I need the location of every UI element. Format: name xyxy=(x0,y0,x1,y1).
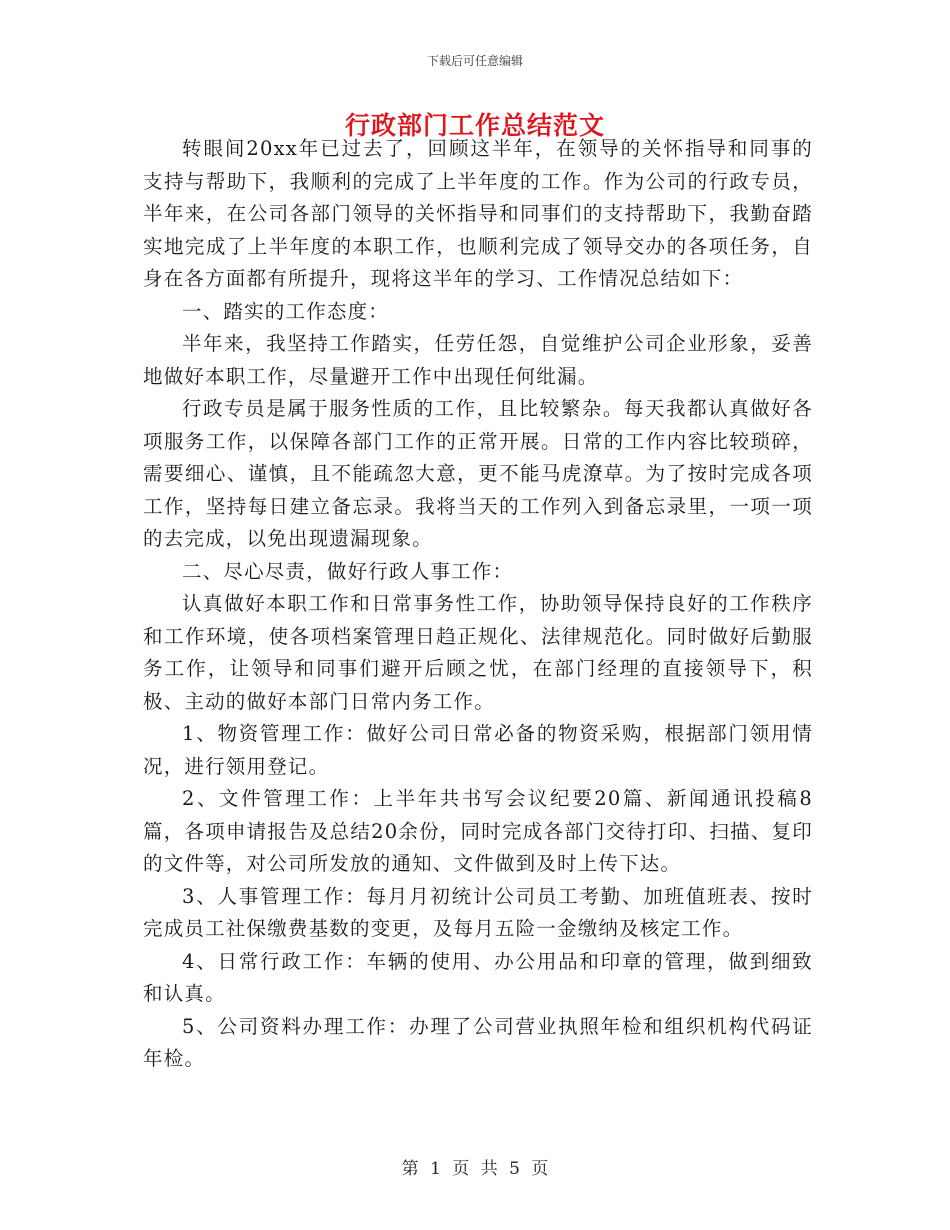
section-heading-1: 一、踏实的工作态度： xyxy=(182,299,390,323)
list-item: 5、公司资料办理工作：办理了公司营业执照年检和组织机构代码证年检。 xyxy=(143,1014,813,1070)
paragraph: 认真做好本职工作和日常事务性工作，协助领导保持良好的工作秩序和工作环境，使各项档案管理日趋正规化、法律规范化。同时做好后勤服务工作，让领导和同事们避开后顾之忧，在部门经理的直接领导下，积极、主动的做好本部门日常内务工作。 xyxy=(143,592,813,713)
paragraph: 半年来，我坚持工作踏实，任劳任怨，自觉维护公司企业形象，妥善地做好本职工作，尽量避开工作中出现任何纰漏。 xyxy=(143,332,813,388)
section-heading-2: 二、尽心尽责，做好行政人事工作： xyxy=(182,559,514,583)
document-title: 行政部门工作总结范文 xyxy=(344,111,605,140)
paragraph-intro: 转眼间20xx年已过去了，回顾这半年，在领导的关怀指导和同事的支持与帮助下，我顺利的完成了上半年度的工作。作为公司的行政专员，半年来，在公司各部门领导的关怀指导和同事们的支持帮助下，我勤奋踏实地完成了上半年度的本职工作，也顺利完成了领导交办的各项任务，自身在各方面都有所提升，现将这半年的学习、工作情况总结如下： xyxy=(143,137,813,290)
document-body xyxy=(143,133,813,1076)
list-item: 3、人事管理工作：每月月初统计公司员工考勤、加班值班表、按时完成员工社保缴费基数的变更，及每月五险一金缴纳及核定工作。 xyxy=(143,884,813,940)
header-note: 下载后可任意编辑 xyxy=(426,54,523,68)
page-number-footer: 第 1 页 共 5 页 xyxy=(401,1159,549,1179)
paragraph: 行政专员是属于服务性质的工作，且比较繁杂。每天我都认真做好各项服务工作，以保障各部门工作的正常开展。日常的工作内容比较琐碎，需要细心、谨慎，且不能疏忽大意，更不能马虎潦草。为了按时完成各项工作，坚持每日建立备忘录。我将当天的工作列入到备忘录里，一项一项的去完成，以免出现遗漏现象。 xyxy=(143,397,813,550)
list-item: 2、文件管理工作：上半年共书写会议纪要20篇、新闻通讯投稿8篇，各项申请报告及总结20余份，同时完成各部门交待打印、扫描、复印的文件等，对公司所发放的通知、文件做到及时上传下达。 xyxy=(143,787,813,875)
list-item: 1、物资管理工作：做好公司日常必备的物资采购，根据部门领用情况，进行领用登记。 xyxy=(143,722,813,778)
list-item: 4、日常行政工作：车辆的使用、办公用品和印章的管理，做到细致和认真。 xyxy=(143,949,813,1005)
